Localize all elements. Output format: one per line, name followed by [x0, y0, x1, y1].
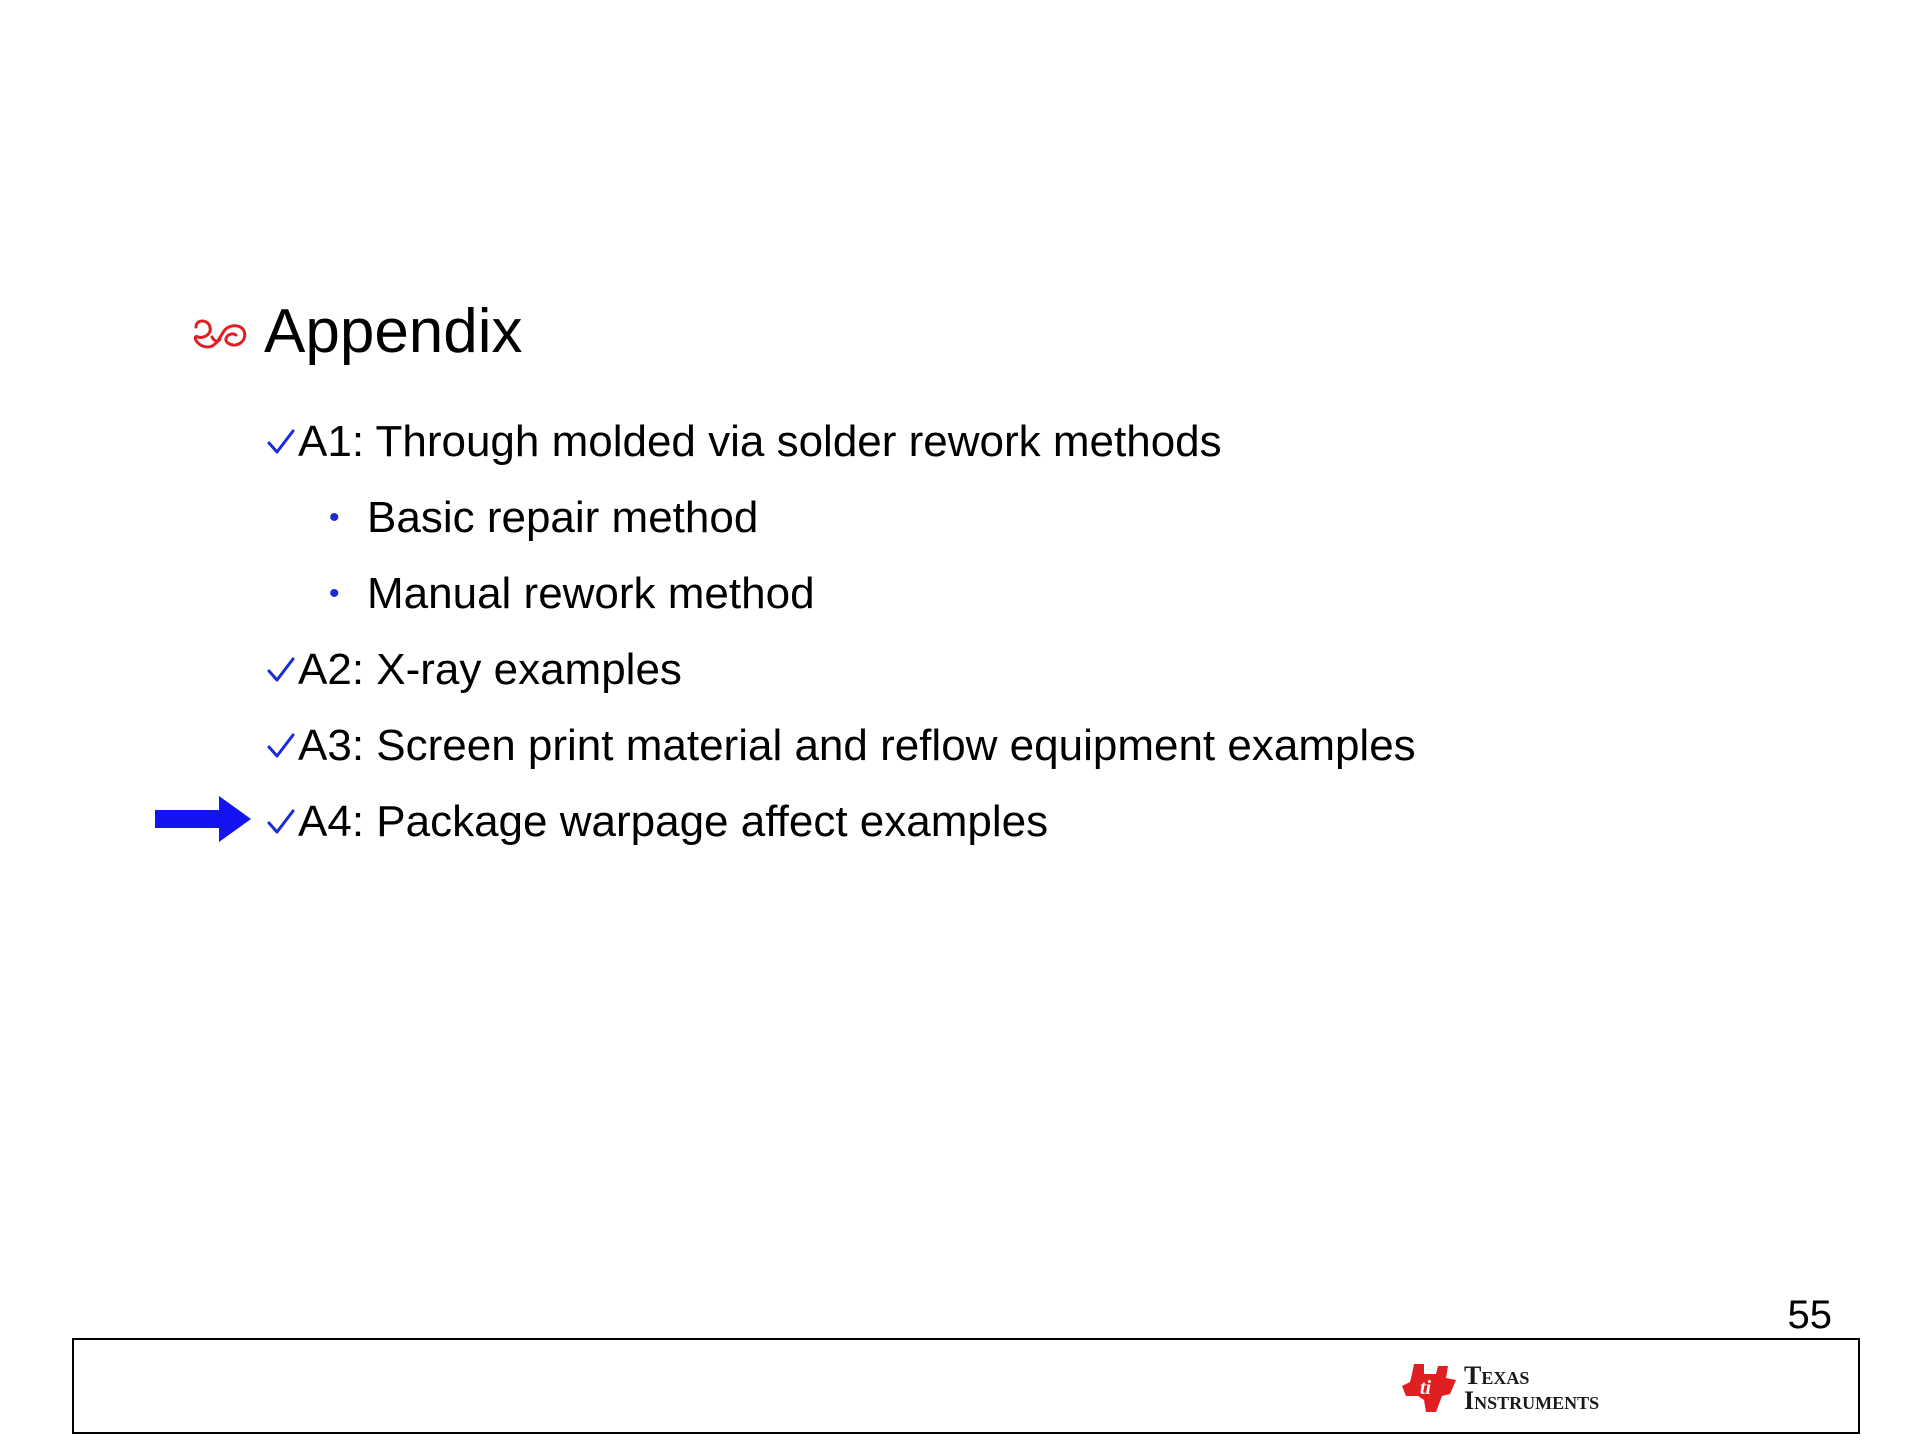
ti-logo-icon — [1400, 1360, 1458, 1416]
page-title: Appendix — [264, 297, 523, 366]
ornament-bullet-icon — [190, 317, 248, 353]
appendix-heading — [190, 292, 523, 372]
list-item-label: Manual rework method — [367, 569, 815, 618]
bullet-icon: • — [329, 577, 340, 610]
bullet-icon: • — [329, 501, 340, 534]
list-item-label: A2: X-ray examples — [298, 645, 682, 694]
texas-instruments-logo — [1400, 1358, 1650, 1418]
list-item-a3 — [266, 716, 1416, 776]
logo-word-instruments: Instruments — [1464, 1386, 1600, 1415]
arrow-right-icon — [153, 792, 253, 846]
list-item-a1 — [266, 412, 1222, 472]
logo-wordmark — [1464, 1363, 1599, 1413]
checkmark-icon — [266, 427, 296, 457]
svg-text:ti: ti — [1420, 1377, 1432, 1399]
list-item-label: A4: Package warpage affect examples — [298, 797, 1049, 846]
checkmark-icon — [266, 807, 296, 837]
list-item-a2 — [266, 640, 682, 700]
sub-list-item-manual-rework — [329, 564, 815, 624]
checkmark-icon — [266, 655, 296, 685]
checkmark-icon — [266, 731, 296, 761]
sub-list-item-basic-repair — [329, 488, 758, 548]
list-item-label: A3: Screen print material and reflow equipment examples — [298, 721, 1416, 770]
list-item-label: Basic repair method — [367, 493, 759, 542]
page-number: 55 — [1787, 1293, 1832, 1337]
logo-word-texas: Texas — [1464, 1361, 1530, 1390]
list-item-label: A1: Through molded via solder rework methods — [298, 417, 1222, 466]
list-item-a4 — [266, 792, 1048, 852]
